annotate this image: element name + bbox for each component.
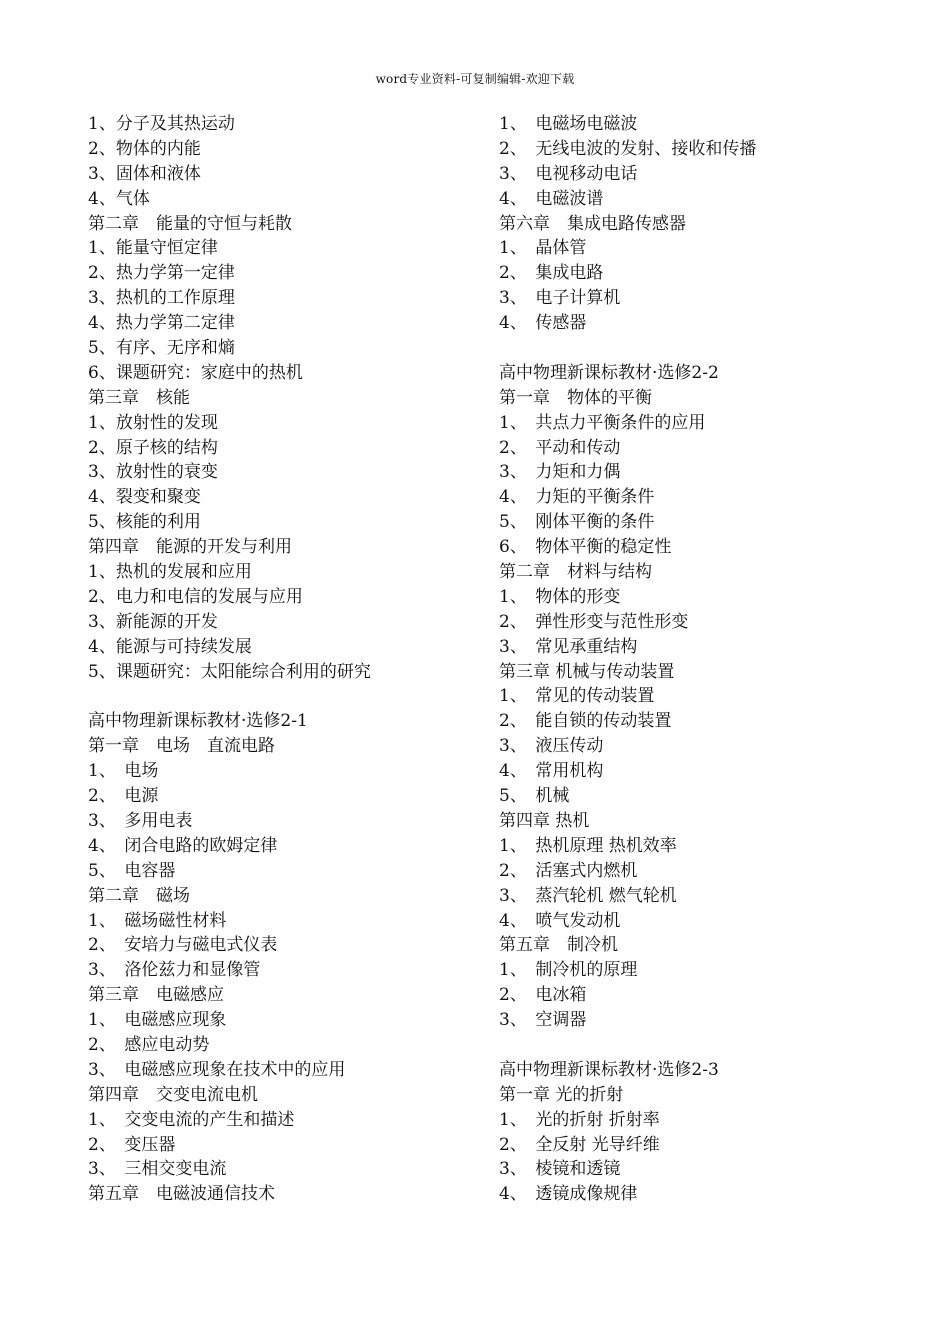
right-chapter-heading: 第一章 光的折射 xyxy=(499,1084,624,1105)
right-section-heading: 高中物理新课标教材·选修2-3 xyxy=(499,1059,719,1080)
left-toc-item: 1、放射性的发现 xyxy=(88,412,218,433)
left-blank-line xyxy=(88,684,488,709)
right-toc-item: 3、 液压传动 xyxy=(499,736,604,757)
right-toc-item: 6、 物体平衡的稳定性 xyxy=(499,537,672,558)
left-toc-item: 1、分子及其热运动 xyxy=(88,114,235,134)
right-toc-item: 4、 传感器 xyxy=(499,313,587,334)
right-toc-item: 1、 制冷机的原理 xyxy=(499,960,638,981)
right-toc-item: 2、 活塞式内燃机 xyxy=(499,860,638,881)
left-toc-item: 3、 电磁感应现象在技术中的应用 xyxy=(88,1059,346,1080)
right-toc-item: 3、 蒸汽轮机 燃气轮机 xyxy=(499,885,677,906)
right-toc-item: 2、 电冰箱 xyxy=(499,985,587,1006)
left-chapter-heading: 第四章 能源的开发与利用 xyxy=(88,537,292,558)
left-toc-item: 2、 安培力与磁电式仪表 xyxy=(88,935,278,956)
left-toc-item: 6、课题研究：家庭中的热机 xyxy=(88,362,303,383)
left-chapter-heading: 第五章 电磁波通信技术 xyxy=(88,1184,275,1205)
right-toc-item: 2、 平动和传动 xyxy=(499,437,621,458)
right-toc-item: 1、 晶体管 xyxy=(499,238,587,259)
left-toc-item: 2、热力学第一定律 xyxy=(88,263,235,284)
page-header: word专业资料-可复制编辑-欢迎下载 xyxy=(375,72,575,86)
left-chapter-heading: 第二章 磁场 xyxy=(88,885,190,906)
left-toc-item: 5、课题研究：太阳能综合利用的研究 xyxy=(88,661,371,682)
right-toc-item: 2、 无线电波的发射、接收和传播 xyxy=(499,138,757,159)
right-toc-item: 1、 共点力平衡条件的应用 xyxy=(499,412,706,433)
left-chapter-heading: 第三章 电磁感应 xyxy=(88,985,224,1006)
left-toc-item: 3、 洛伦兹力和显像管 xyxy=(88,960,261,981)
left-toc-item: 1、 磁场磁性材料 xyxy=(88,910,227,931)
left-toc-item: 1、热机的发展和应用 xyxy=(88,562,252,583)
left-toc-item: 2、 感应电动势 xyxy=(88,1034,210,1055)
left-toc-item: 2、 电源 xyxy=(88,786,159,807)
right-toc-item: 1、 常见的传动装置 xyxy=(499,686,655,707)
right-toc-item: 1、 热机原理 热机效率 xyxy=(499,835,677,856)
right-toc-item: 3、 电视移动电话 xyxy=(499,163,638,184)
left-section-heading: 高中物理新课标教材·选修2-1 xyxy=(88,711,308,732)
right-toc-item: 2、 能自锁的传动装置 xyxy=(499,711,672,732)
right-toc-item: 4、 透镜成像规律 xyxy=(499,1184,638,1205)
right-toc-item: 3、 电子计算机 xyxy=(499,288,621,309)
right-toc-item: 3、 常见承重结构 xyxy=(499,636,638,657)
left-toc-item: 4、能源与可持续发展 xyxy=(88,636,252,657)
left-toc-item: 2、 变压器 xyxy=(88,1134,176,1155)
right-toc-item: 4、 常用机构 xyxy=(499,761,604,782)
left-toc-item: 3、新能源的开发 xyxy=(88,611,218,632)
left-toc-item: 3、固体和液体 xyxy=(88,163,201,184)
right-chapter-heading: 第二章 材料与结构 xyxy=(499,562,652,583)
left-chapter-heading: 第三章 核能 xyxy=(88,387,190,408)
left-chapter-heading: 第一章 电场 直流电路 xyxy=(88,736,275,757)
left-toc-item: 3、热机的工作原理 xyxy=(88,288,235,309)
left-chapter-heading: 第二章 能量的守恒与耗散 xyxy=(88,213,292,234)
left-column xyxy=(88,112,488,1207)
left-toc-item: 4、热力学第二定律 xyxy=(88,313,235,334)
left-toc-item: 3、放射性的衰变 xyxy=(88,462,218,483)
left-toc-item: 1、 交变电流的产生和描述 xyxy=(88,1109,295,1130)
right-toc-item: 3、 棱镜和透镜 xyxy=(499,1159,621,1180)
left-toc-item: 4、 闭合电路的欧姆定律 xyxy=(88,835,278,856)
right-toc-item: 2、 集成电路 xyxy=(499,263,604,284)
right-toc-item: 5、 刚体平衡的条件 xyxy=(499,512,655,533)
right-toc-item: 4、 电磁波谱 xyxy=(499,188,604,209)
left-chapter-heading: 第四章 交变电流电机 xyxy=(88,1084,258,1105)
left-toc-item: 4、裂变和聚变 xyxy=(88,487,201,508)
right-blank-line xyxy=(499,1033,899,1058)
right-section-heading: 高中物理新课标教材·选修2-2 xyxy=(499,362,719,383)
left-toc-item: 5、有序、无序和熵 xyxy=(88,338,235,359)
right-toc-item: 2、 全反射 光导纤维 xyxy=(499,1134,660,1155)
left-toc-item: 1、能量守恒定律 xyxy=(88,238,218,259)
right-toc-item: 1、 电磁场电磁波 xyxy=(499,114,638,134)
right-chapter-heading: 第六章 集成电路传感器 xyxy=(499,213,686,234)
left-toc-item: 5、核能的利用 xyxy=(88,512,201,533)
right-column xyxy=(499,112,899,1207)
right-chapter-heading: 第四章 热机 xyxy=(499,810,590,831)
left-toc-item: 4、气体 xyxy=(88,188,150,209)
left-toc-item: 1、 电场 xyxy=(88,761,159,782)
right-blank-line xyxy=(499,336,899,361)
right-toc-item: 4、 力矩的平衡条件 xyxy=(499,487,655,508)
right-chapter-heading: 第一章 物体的平衡 xyxy=(499,387,652,408)
left-toc-item: 3、 多用电表 xyxy=(88,810,193,831)
right-chapter-heading: 第五章 制冷机 xyxy=(499,935,618,956)
right-toc-item: 5、 机械 xyxy=(499,786,570,807)
left-toc-item: 1、 电磁感应现象 xyxy=(88,1010,227,1031)
left-toc-item: 2、原子核的结构 xyxy=(88,437,218,458)
right-chapter-heading: 第三章 机械与传动装置 xyxy=(499,661,675,682)
left-toc-item: 2、物体的内能 xyxy=(88,138,201,159)
right-toc-item: 1、 光的折射 折射率 xyxy=(499,1109,660,1130)
right-toc-item: 3、 空调器 xyxy=(499,1010,587,1031)
left-toc-item: 2、电力和电信的发展与应用 xyxy=(88,586,303,607)
left-toc-item: 3、 三相交变电流 xyxy=(88,1159,227,1180)
right-toc-item: 2、 弹性形变与范性形变 xyxy=(499,611,689,632)
right-toc-item: 3、 力矩和力偶 xyxy=(499,462,621,483)
right-toc-item: 1、 物体的形变 xyxy=(499,586,621,607)
left-toc-item: 5、 电容器 xyxy=(88,860,176,881)
right-toc-item: 4、 喷气发动机 xyxy=(499,910,621,931)
